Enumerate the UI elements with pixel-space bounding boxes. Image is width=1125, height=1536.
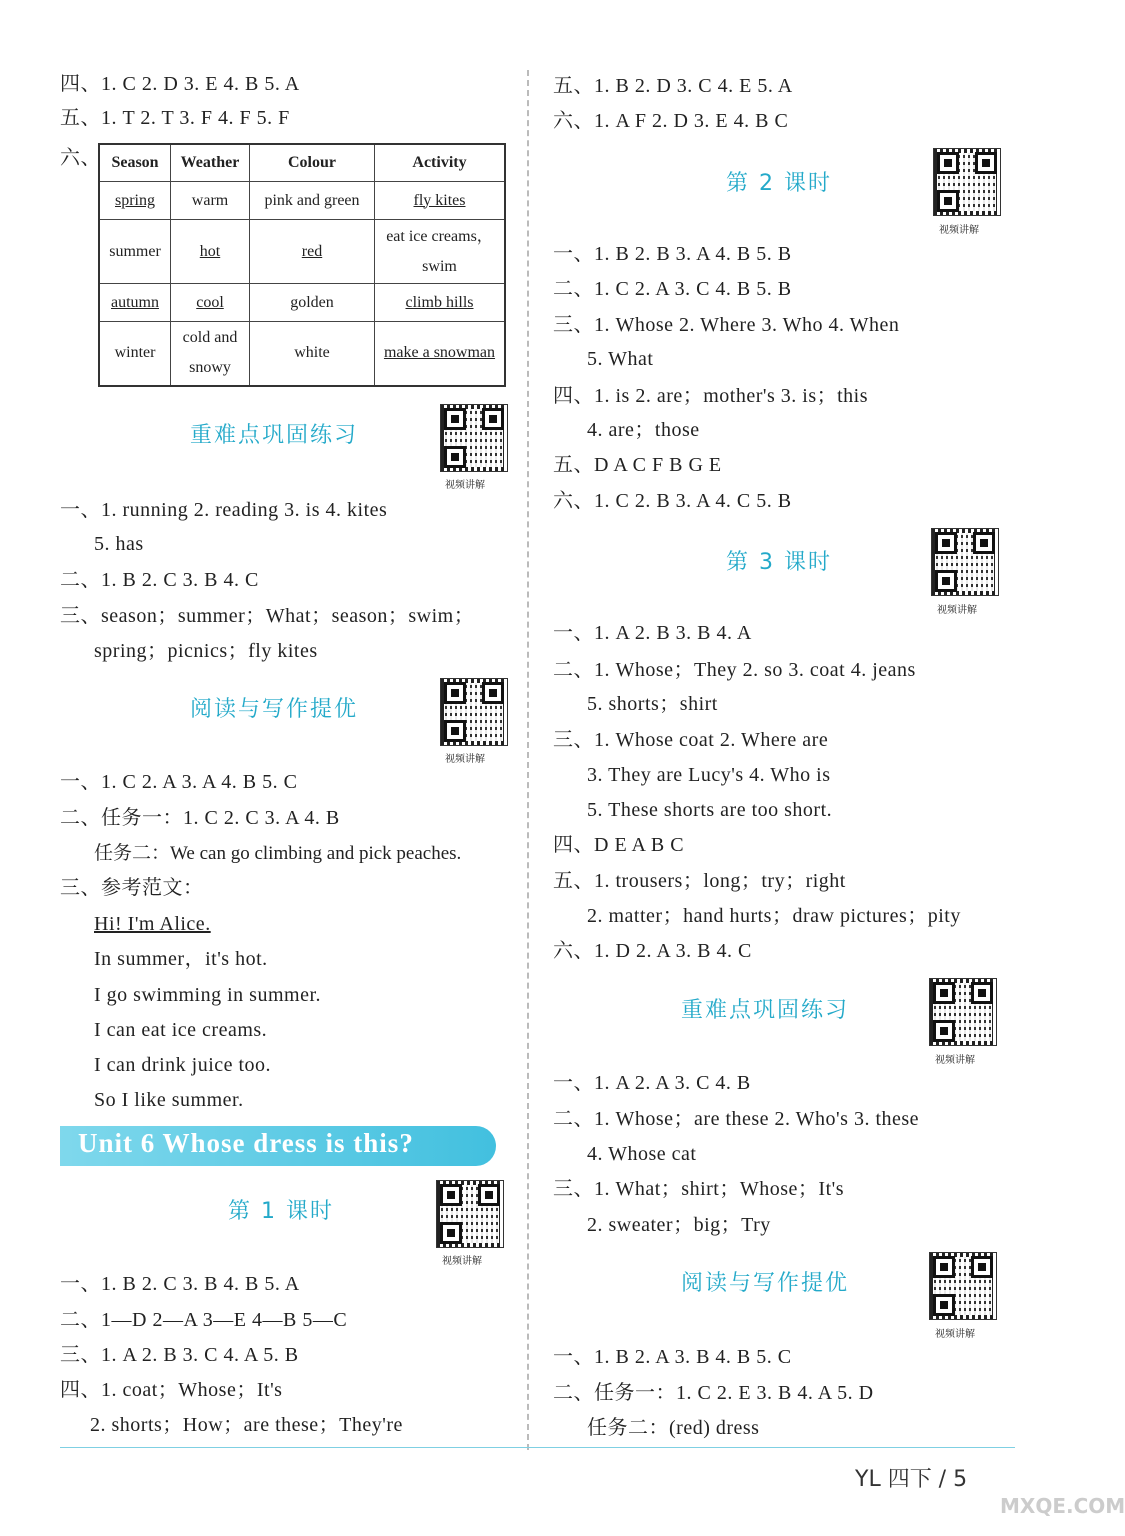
watermark: MXQE.COM xyxy=(1000,1494,1125,1518)
footer-rule xyxy=(60,1447,1015,1448)
answer-line: 二、1. Whose；They 2. so 3. coat 4. jeans xyxy=(553,659,916,681)
qr-code xyxy=(440,404,508,472)
column-divider xyxy=(527,70,529,1450)
qr-caption: 视频讲解 xyxy=(442,1256,482,1267)
answer-line: 5. These shorts are too short. xyxy=(587,799,833,821)
answer-line: 三、参考范文： xyxy=(60,877,204,899)
section-title: 阅读与写作提优 xyxy=(190,697,359,722)
table-header: Colour xyxy=(250,144,375,182)
answer-line: 五、1. B 2. D 3. C 4. E 5. A xyxy=(553,75,793,97)
table-cell: cool xyxy=(171,284,250,322)
table-cell: make a snowman xyxy=(375,322,506,386)
qr-code xyxy=(436,1180,504,1248)
answer-line: 六、1. A F 2. D 3. E 4. B C xyxy=(553,110,789,132)
section-title: 第 3 课时 xyxy=(726,550,832,575)
qr-caption: 视频讲解 xyxy=(937,605,977,616)
answer-line: 任务二：(red) dress xyxy=(587,1417,760,1439)
answer-line: 4. Whose cat xyxy=(587,1143,697,1165)
essay-line: In summer，it's hot. xyxy=(94,948,268,970)
page-footer: YL 四下 / 5 xyxy=(855,1467,968,1492)
answer-line: 4. are；those xyxy=(587,419,700,441)
qr-code xyxy=(440,678,508,746)
qr-caption: 视频讲解 xyxy=(935,1055,975,1066)
answer-line: 五、1. trousers；long；try；right xyxy=(553,870,846,892)
table-cell: cold and snowy xyxy=(171,322,250,386)
answer-line: 一、1. A 2. A 3. C 4. B xyxy=(553,1072,751,1094)
table-cell: fly kites xyxy=(375,182,506,220)
unit-title: Unit 6 Whose dress is this? xyxy=(78,1128,414,1158)
answer-line: 3. They are Lucy's 4. Who is xyxy=(587,764,831,786)
table-cell: warm xyxy=(171,182,250,220)
table-header: Weather xyxy=(171,144,250,182)
answer-line: 二、1. C 2. A 3. C 4. B 5. B xyxy=(553,278,792,300)
table-cell: winter xyxy=(99,322,171,386)
qr-caption: 视频讲解 xyxy=(445,754,485,765)
answer-line: 二、任务一：1. C 2. E 3. B 4. A 5. D xyxy=(553,1382,874,1404)
answer-line: 二、1. B 2. C 3. B 4. C xyxy=(60,569,259,591)
answer-line: 一、1. A 2. B 3. B 4. A xyxy=(553,622,752,644)
answer-line: 一、1. B 2. A 3. B 4. B 5. C xyxy=(553,1346,792,1368)
answer-line: 一、1. B 2. B 3. A 4. B 5. B xyxy=(553,243,792,265)
table-cell: red xyxy=(250,220,375,284)
essay-line: Hi! I'm Alice. xyxy=(94,913,211,935)
answer-line: 三、1. Whose coat 2. Where are xyxy=(553,729,829,751)
answer-line: 五、1. T 2. T 3. F 4. F 5. F xyxy=(60,107,290,129)
answer-line: 5. shorts；shirt xyxy=(587,693,718,715)
season-table xyxy=(98,143,506,387)
answer-line: 三、1. A 2. B 3. C 4. A 5. B xyxy=(60,1344,299,1366)
section-title: 第 1 课时 xyxy=(228,1199,334,1224)
qr-caption: 视频讲解 xyxy=(939,225,979,236)
answer-line: 5. has xyxy=(94,533,144,555)
table-cell: autumn xyxy=(99,284,171,322)
essay-line: I can eat ice creams. xyxy=(94,1019,268,1041)
table-cell: white xyxy=(250,322,375,386)
answer-line: 二、1. Whose；are these 2. Who's 3. these xyxy=(553,1108,920,1130)
section-title: 第 2 课时 xyxy=(726,171,832,196)
answer-line: 三、1. What；shirt；Whose；It's xyxy=(553,1178,845,1200)
answer-line: 六、1. D 2. A 3. B 4. C xyxy=(553,940,752,962)
qr-code xyxy=(933,148,1001,216)
qr-caption: 视频讲解 xyxy=(935,1329,975,1340)
answer-line: 四、D E A B C xyxy=(553,834,685,856)
table-cell: spring xyxy=(99,182,171,220)
answer-line: 任务二：We can go climbing and pick peaches. xyxy=(94,843,462,864)
table-row xyxy=(99,220,505,284)
table-cell: climb hills xyxy=(375,284,506,322)
table-cell: eat ice creams，swim xyxy=(375,220,506,284)
table-header: Activity xyxy=(375,144,506,182)
section-title: 重难点巩固练习 xyxy=(190,423,359,448)
unit-banner xyxy=(60,1126,496,1166)
section-title: 阅读与写作提优 xyxy=(681,1271,850,1296)
table-cell: golden xyxy=(250,284,375,322)
answer-line: 2. matter；hand hurts；draw pictures；pity xyxy=(587,905,961,927)
section-title: 重难点巩固练习 xyxy=(681,998,850,1023)
answer-line: 5. What xyxy=(587,348,654,370)
answer-line: 四、1. coat；Whose；It's xyxy=(60,1379,283,1401)
answer-line: 四、1. C 2. D 3. E 4. B 5. A xyxy=(60,73,300,95)
answer-line: 四、1. is 2. are；mother's 3. is；this xyxy=(553,385,869,407)
qr-code xyxy=(931,528,999,596)
table-cell: pink and green xyxy=(250,182,375,220)
answer-line: 2. sweater；big；Try xyxy=(587,1214,771,1236)
table-header-row xyxy=(99,144,505,182)
essay-line: I can drink juice too. xyxy=(94,1054,272,1076)
answer-line: 一、1. running 2. reading 3. is 4. kites xyxy=(60,499,388,521)
answer-line: 三、season；summer；What；season；swim； xyxy=(60,605,475,627)
qr-code xyxy=(929,978,997,1046)
table-cell: summer xyxy=(99,220,171,284)
section-label: 六、 xyxy=(60,147,101,169)
answer-line: 一、1. B 2. C 3. B 4. B 5. A xyxy=(60,1273,300,1295)
answer-line: 五、D A C F B G E xyxy=(553,454,722,476)
answer-line: spring；picnics；fly kites xyxy=(94,640,318,662)
essay-line: I go swimming in summer. xyxy=(94,984,321,1006)
table-cell: hot xyxy=(171,220,250,284)
qr-code xyxy=(929,1252,997,1320)
qr-caption: 视频讲解 xyxy=(445,480,485,491)
answer-line: 二、任务一：1. C 2. C 3. A 4. B xyxy=(60,807,340,829)
answer-line: 一、1. C 2. A 3. A 4. B 5. C xyxy=(60,771,298,793)
essay-line: So I like summer. xyxy=(94,1089,244,1111)
answer-line: 三、1. Whose 2. Where 3. Who 4. When xyxy=(553,314,900,336)
table-row xyxy=(99,182,505,220)
answer-line: 六、1. C 2. B 3. A 4. C 5. B xyxy=(553,490,792,512)
table-header: Season xyxy=(99,144,171,182)
table-row xyxy=(99,322,505,386)
answer-line: 2. shorts；How；are these；They're xyxy=(90,1414,403,1436)
answer-line: 二、1—D 2—A 3—E 4—B 5—C xyxy=(60,1309,348,1331)
table-row xyxy=(99,284,505,322)
